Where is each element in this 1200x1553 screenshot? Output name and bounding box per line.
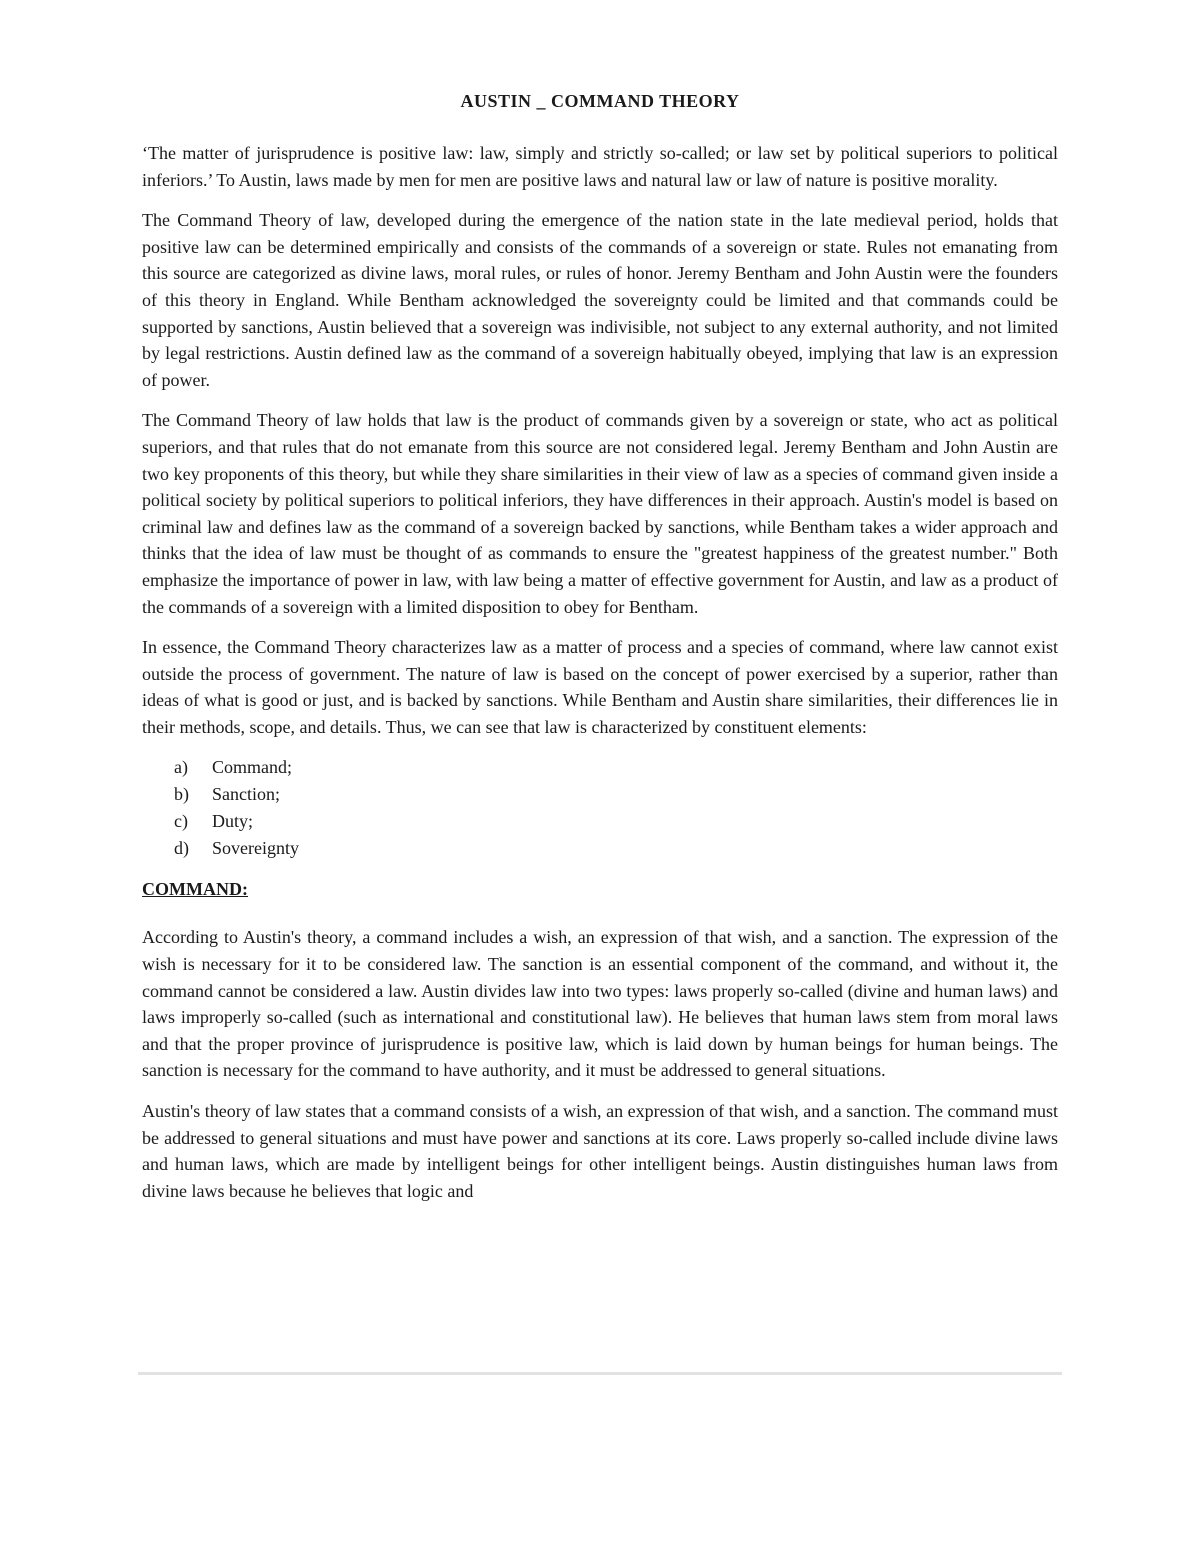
- list-item-text: Sanction;: [212, 784, 280, 805]
- paragraph-essence: In essence, the Command Theory characterizes law as a matter of process and a species of command, where law cannot exist outside the process of government. The nature of law is based on the concept of power exercised by a superior, rather than ideas of what is good or just, and is backed by sanctions. While Bentham and Austin share similarities, their differences lie in their methods, scope, and details. Thus, we can see that law is characterized by constituent elements:: [142, 637, 1058, 737]
- list-item-marker: a): [174, 757, 188, 778]
- section-heading-command: COMMAND:: [142, 879, 248, 900]
- page-divider: [138, 1372, 1062, 1375]
- list-item: [142, 781, 1058, 808]
- paragraph-command-theory-origin: The Command Theory of law, developed during the emergence of the nation state in the late medieval period, holds that positive law can be determined empirically and consists of the commands of a sovereign or state. Rules not emanating from this source are categorized as divine laws, moral rules, or rules of honor. Jeremy Bentham and John Austin were the founders of this theory in England. While Bentham acknowledged the sovereignty could be limited and that commands could be supported by sanctions, Austin believed that a sovereign was indivisible, not subject to any external authority, and not limited by legal restrictions. Austin defined law as the command of a sovereign habitually obeyed, implying that law is an expression of power.: [142, 210, 1058, 390]
- document-title: AUSTIN _ COMMAND THEORY: [460, 91, 740, 111]
- list-item-text: Duty;: [212, 811, 254, 832]
- document-page: [142, 88, 1058, 1218]
- list-item: [142, 754, 1058, 781]
- constituent-elements-list: [142, 754, 1058, 862]
- list-item-text: Sovereignty: [212, 838, 299, 859]
- paragraph-intro-quote: ‘The matter of jurisprudence is positive law: law, simply and strictly so-called; or law set by political superiors to political inferiors.’ To Austin, laws made by men for men are positive laws and natural law or law of nature is positive morality.: [142, 143, 1058, 190]
- list-item-text: Command;: [212, 757, 292, 778]
- list-item: [142, 835, 1058, 862]
- paragraph-bentham-austin-comparison: The Command Theory of law holds that law is the product of commands given by a sovereign or state, who act as political superiors, and that rules that do not emanate from this source are not considered legal. Jeremy Bentham and John Austin are two key proponents of this theory, but while they share similarities in their view of law as a species of command given inside a political society by political superiors to political inferiors, they have differences in their approach. Austin's model is based on criminal law and defines law as the command of a sovereign backed by sanctions, while Bentham takes a wider approach and thinks that the idea of law must be thought of as commands to ensure the "greatest happiness of the greatest number." Both emphasize the importance of power in law, with law being a matter of effective government for Austin, and law as a product of the commands of a sovereign with a limited disposition to obey for Bentham.: [142, 410, 1058, 617]
- list-item-marker: b): [174, 784, 189, 805]
- list-item-marker: c): [174, 811, 188, 832]
- list-item-marker: d): [174, 838, 189, 859]
- paragraph-command-definition: According to Austin's theory, a command includes a wish, an expression of that wish, and a sanction. The expression of the wish is necessary for it to be considered law. The sanction is an essential component of the command, and without it, the command cannot be considered a law. Austin divides law into two types: laws properly so-called (divine and human laws) and laws improperly so-called (such as international and constitutional law). He believes that human laws stem from moral laws and that the proper province of jurisprudence is positive law, which is laid down by human beings for human beings. The sanction is necessary for the command to have authority, and it must be addressed to general situations.: [142, 927, 1058, 1081]
- paragraph-command-elements: Austin's theory of law states that a command consists of a wish, an expression of that wish, and a sanction. The command must be addressed to general situations and must have power and sanctions at its core. Laws properly so-called include divine laws and human laws, which are made by intelligent beings for other intelligent beings. Austin distinguishes human laws from divine laws because he believes that logic and: [142, 1101, 1058, 1201]
- list-item: [142, 808, 1058, 835]
